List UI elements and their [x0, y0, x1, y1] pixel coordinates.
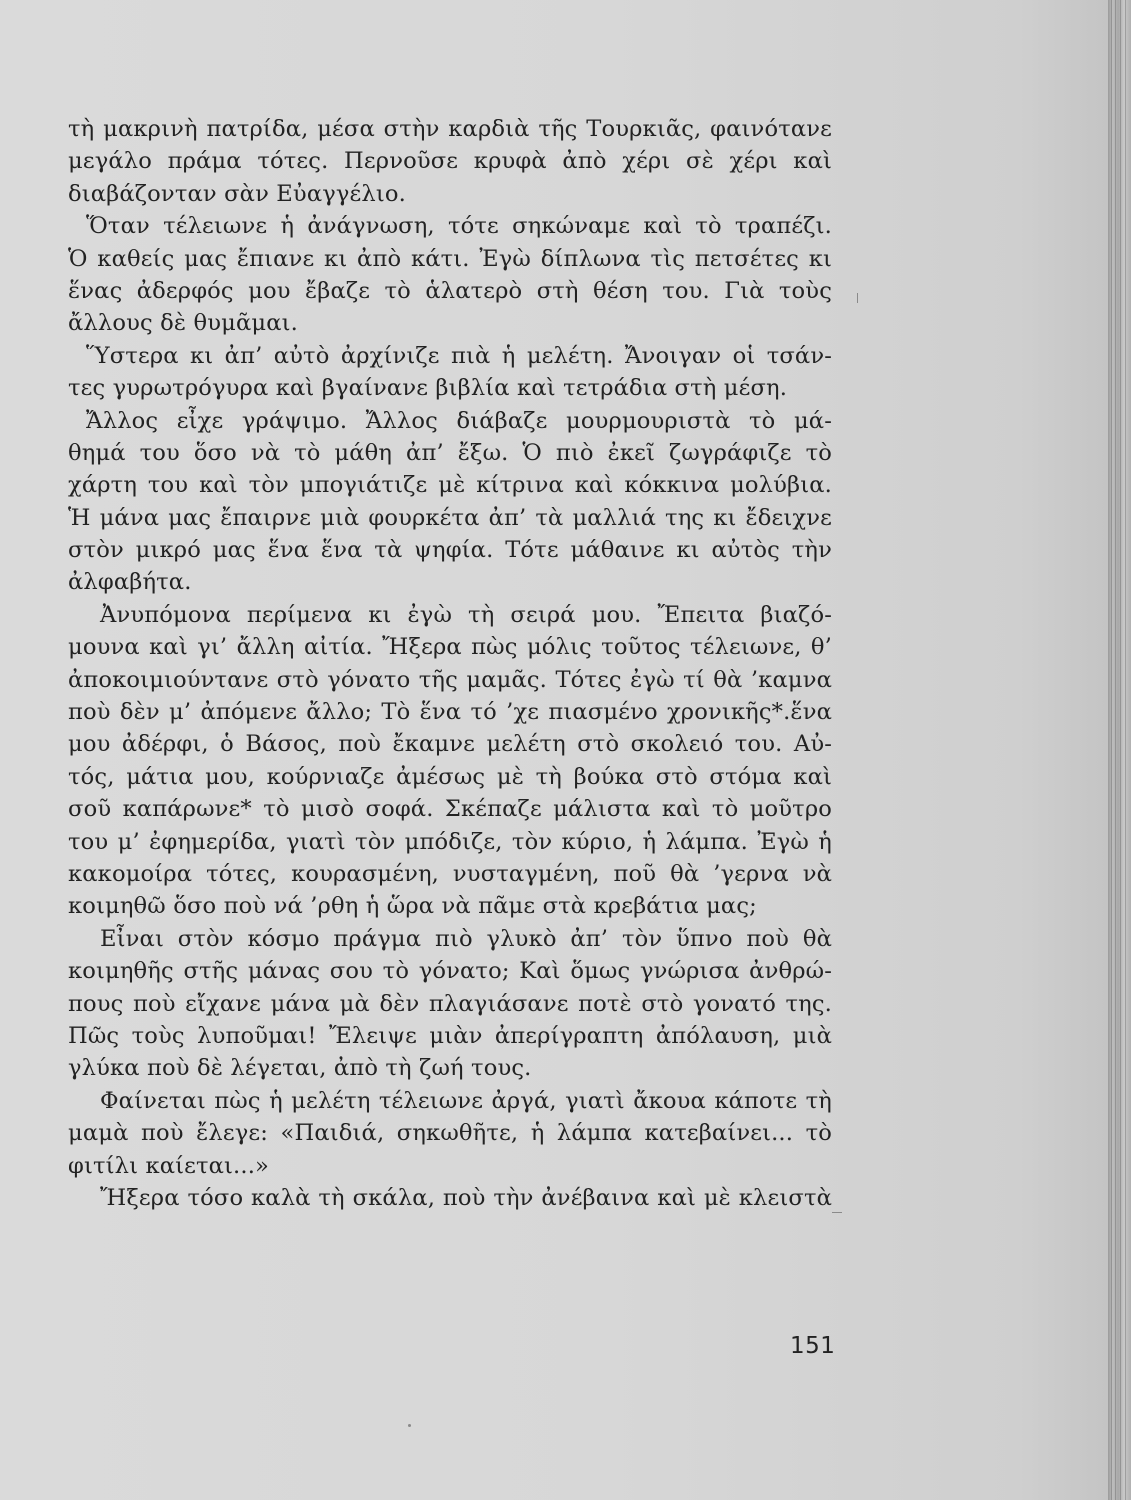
text-line: Ὅταν τέλειωνε ἡ ἀνάγνωση, τότε σηκώναμε καὶ τὸ τραπέζι.	[86, 213, 832, 240]
text-line: ἀποκοιμιούντανε στὸ γόνατο τῆς μαμᾶς. Τότες ἐγὼ τί θὰ ’καμνα	[68, 666, 832, 693]
text-line: Ὕστερα κι ἀπ’ αὐτὸ ἀρχίνιζε πιὰ ἡ μελέτη. Ἄνοιγαν οἱ τσάν-	[86, 342, 832, 369]
text-line: κοιμηθῆς στῆς μάνας σου τὸ γόνατο; Καὶ ὅμως γνώρισα ἀνθρώ-	[68, 958, 832, 985]
text-line: Ἄλλος εἶχε γράψιμο. Ἄλλος διάβαζε μουρμουριστὰ τὸ μά-	[86, 407, 832, 434]
text-line: στὸν μικρό μας ἕνα ἕνα τὰ ψηφία. Τότε μάθαινε κι αὐτὸς τὴν	[68, 537, 832, 564]
paper-speck	[857, 293, 858, 303]
page-number: 151	[790, 1333, 836, 1359]
text-line: ποὺ δὲν μ’ ἀπόμενε ἄλλο; Τὸ ἕνα τό ’χε πιασμένο χρονικῆς*.ἕνα	[68, 699, 832, 726]
text-line: ἀλφαβήτα.	[68, 569, 192, 596]
text-line: Φαίνεται πὼς ἡ μελέτη τέλειωνε ἀργά, γιατὶ ἄκουα κάποτε τὴ	[100, 1087, 832, 1114]
paper-speck	[408, 1424, 411, 1427]
text-line: πους ποὺ εἴχανε μάνα μὰ δὲν πλαγιάσανε ποτὲ στὸ γονατό της.	[68, 990, 832, 1017]
text-line: τες γυρωτρόγυρα καὶ βγαίνανε βιβλία καὶ τετράδια στὴ μέση.	[68, 375, 788, 402]
text-line: μου ἀδέρφι, ὁ Βάσος, ποὺ ἔκαμνε μελέτη στὸ σκολειό του. Αὐ-	[68, 731, 832, 758]
text-line: γλύκα ποὺ δὲ λέγεται, ἀπὸ τὴ ζωή τους.	[68, 1055, 532, 1082]
text-line: σοῦ καπάρωνε* τὸ μισὸ σοφά. Σκέπαζε μάλιστα καὶ τὸ μοῦτρο	[68, 796, 832, 823]
text-line: τὴ μακρινὴ πατρίδα, μέσα στὴν καρδιὰ τῆς Τουρκιᾶς, φαινότανε	[68, 116, 832, 142]
text-line: Ἤξερα τόσο καλὰ τὴ σκάλα, ποὺ τὴν ἀνέβαινα καὶ μὲ κλειστὰ	[100, 1184, 832, 1211]
text-line: Πῶς τοὺς λυποῦμαι! Ἔλειψε μιὰν ἀπερίγραπτη ἀπόλαυση, μιὰ	[68, 1022, 832, 1049]
text-line: Ἡ μάνα μας ἔπαιρνε μιὰ φουρκέτα ἀπ’ τὰ μαλλιά της κι ἔδειχνε	[68, 504, 832, 531]
text-line: μουνα καὶ γι’ ἄλλη αἰτία. Ἤξερα πὼς μόλις τοῦτος τέλειωνε, θ’	[68, 634, 832, 661]
text-line: θημά του ὅσο νὰ τὸ μάθη ἀπ’ ἔξω. Ὁ πιὸ ἐκεῖ ζωγράφιζε τὸ	[68, 439, 832, 466]
text-line: κακομοίρα τότες, κουρασμένη, νυσταγμένη, ποῦ θὰ ’γερνα νὰ	[68, 860, 832, 887]
text-line: φιτίλι καίεται...»	[68, 1152, 270, 1179]
text-line: τός, μάτια μου, κούρνιαζε ἀμέσως μὲ τὴ βούκα στὸ στόμα καὶ	[68, 763, 832, 790]
text-line: Εἶναι στὸν κόσμο πράγμα πιὸ γλυκὸ ἀπ’ τὸν ὕπνο ποὺ θὰ	[100, 925, 832, 952]
book-page-edge	[1108, 0, 1131, 1500]
text-line: μεγάλο πράμα τότες. Περνοῦσε κρυφὰ ἀπὸ χέρι σὲ χέρι καὶ	[68, 148, 832, 175]
text-line: διαβάζονταν σὰν Εὐαγγέλιο.	[68, 180, 406, 207]
text-line: μαμὰ ποὺ ἔλεγε: «Παιδιά, σηκωθῆτε, ἡ λάμπα κατεβαίνει... τὸ	[68, 1120, 832, 1147]
paper-speck	[832, 1212, 842, 1213]
text-line: ἕνας ἀδερφός μου ἔβαζε τὸ ἁλατερὸ στὴ θέση του. Γιὰ τοὺς	[68, 277, 832, 304]
text-line: χάρτη του καὶ τὸν μπογιάτιζε μὲ κίτρινα καὶ κόκκινα μολύβια.	[68, 472, 832, 499]
text-line: ἄλλους δὲ θυμᾶμαι.	[68, 310, 298, 337]
text-line: κοιμηθῶ ὅσο ποὺ νά ’ρθη ἡ ὥρα νὰ πᾶμε στὰ κρεβάτια μας;	[68, 893, 757, 920]
text-line: Ὁ καθείς μας ἔπιανε κι ἀπὸ κάτι. Ἐγὼ δίπλωνα τὶς πετσέτες κι	[68, 245, 832, 272]
text-line: του μ’ ἐφημερίδα, γιατὶ τὸν μπόδιζε, τὸν κύριο, ἡ λάμπα. Ἐγὼ ἡ	[68, 828, 832, 855]
text-line: Ἀνυπόμονα περίμενα κι ἐγὼ τὴ σειρά μου. Ἔπειτα βιαζό-	[100, 601, 832, 628]
body-text	[68, 113, 832, 1214]
